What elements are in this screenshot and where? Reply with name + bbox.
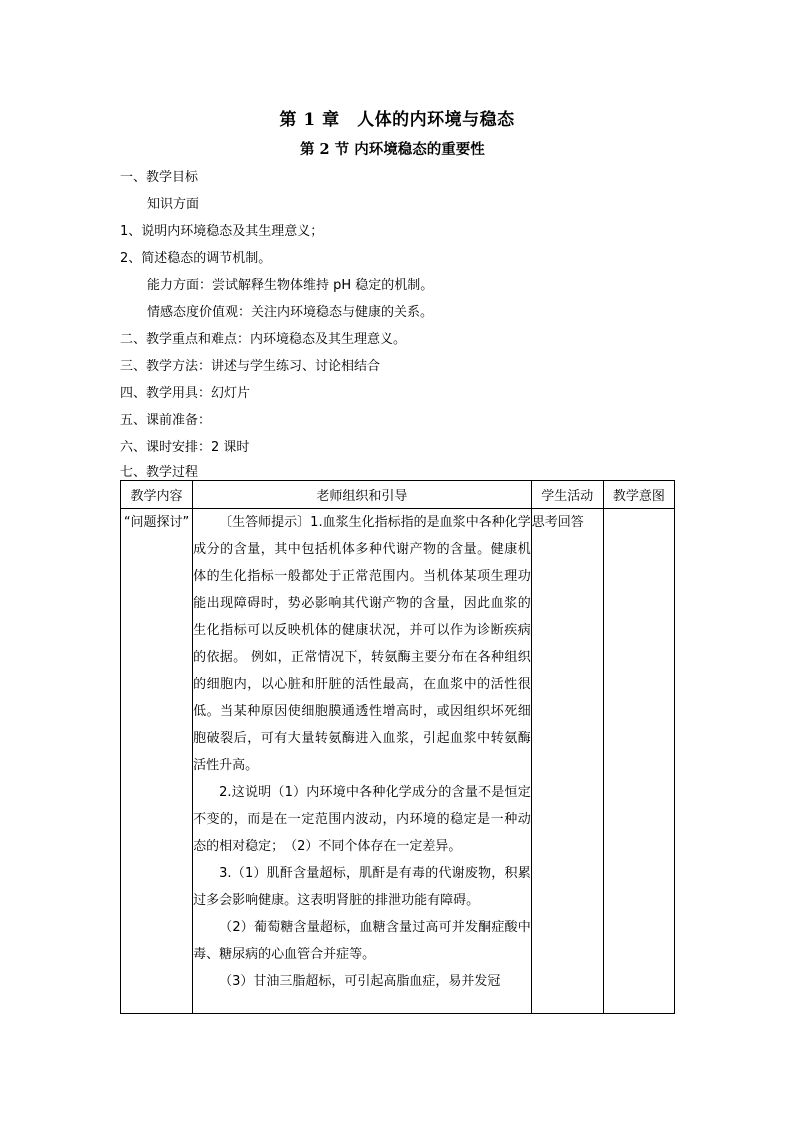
outline-teaching-process: 七、教学过程 xyxy=(120,465,199,480)
outline-teaching-tools: 四、教学用具：幻灯片 xyxy=(120,386,251,401)
guidance-paragraph-3: 3.（1）肌酐含量超标，肌酐是有毒的代谢废物，积累过多会影响健康。这表明肾脏的排泄功能有障碍。 xyxy=(193,866,531,908)
header-teaching-intent: 教学意图 xyxy=(603,481,674,509)
table-header-row xyxy=(121,481,675,509)
outline-attitude-aspect: 情感态度价值观：关注内环境稳态与健康的关系。 xyxy=(147,305,434,320)
guidance-paragraph-4: （2）葡萄糖含量超标，血糖含量过高可并发酮症酸中毒、糖尿病的心血管合并症等。 xyxy=(193,920,531,962)
table-row xyxy=(121,509,675,1014)
outline-teaching-objectives: 一、教学目标 xyxy=(120,170,199,185)
section-title: 第 2 节 内环境稳态的重要性 xyxy=(300,141,485,158)
outline-objective-1: 1、说明内环境稳态及其生理意义； xyxy=(120,224,324,239)
outline-ability-aspect: 能力方面：尝试解释生物体维持 pH 稳定的机制。 xyxy=(147,278,434,293)
cell-teaching-content: “问题探讨” xyxy=(121,509,193,1014)
outline-objective-2: 2、简述稳态的调节机制。 xyxy=(120,251,272,266)
outline-schedule: 六、课时安排：2 课时 xyxy=(120,440,250,455)
teaching-process-table xyxy=(120,480,675,1014)
outline-teaching-method: 三、教学方法：讲述与学生练习、讨论相结合 xyxy=(120,359,381,374)
outline-key-points: 二、教学重点和难点：内环境稳态及其生理意义。 xyxy=(120,332,407,347)
header-student-activity: 学生活动 xyxy=(531,481,603,509)
guidance-paragraph-1: 〔生答师提示〕1.血浆生化指标指的是血浆中各种化学成分的含量，其中包括机体多种代谢产物的含量。健康机体的生化指标一般都处于正常范围内。当机体某项生理功能出现障碍时，势必影响其代谢产物的含量，因此血浆的生化指标可以反映机体的健康状况，并可以作为诊断疾病的依据。 例如，正常情况下，转氨酶主要分布在各种组织的细胞内，以心脏和肝脏的活性最高，在血浆中的活性很低。当某种原因使细胞膜通透性增高时，或因组织坏死细胞破裂后，可有大量转氨酶进入血浆，引起血浆中转氨酶活性升高。 xyxy=(193,515,531,773)
guidance-paragraph-5: （3）甘油三脂超标，可引起高脂血症，易并发冠 xyxy=(219,974,501,989)
cell-student-activity: 思考回答 xyxy=(531,509,603,1014)
header-teaching-content: 教学内容 xyxy=(121,481,193,509)
outline-knowledge-aspect: 知识方面 xyxy=(147,197,200,212)
guidance-paragraph-2: 2.这说明（1）内环境中各种化学成分的含量不是恒定不变的，而是在一定范围内波动，内环境的稳定是一种动态的相对稳定； （2）不同个体存在一定差异。 xyxy=(193,785,531,854)
outline-preparation: 五、课前准备： xyxy=(120,413,212,428)
chapter-title: 第 1 章 人体的内环境与稳态 xyxy=(279,110,515,130)
header-teacher-guidance: 老师组织和引导 xyxy=(193,481,532,509)
cell-teacher-guidance xyxy=(193,509,532,1014)
cell-teaching-intent xyxy=(603,509,674,1014)
